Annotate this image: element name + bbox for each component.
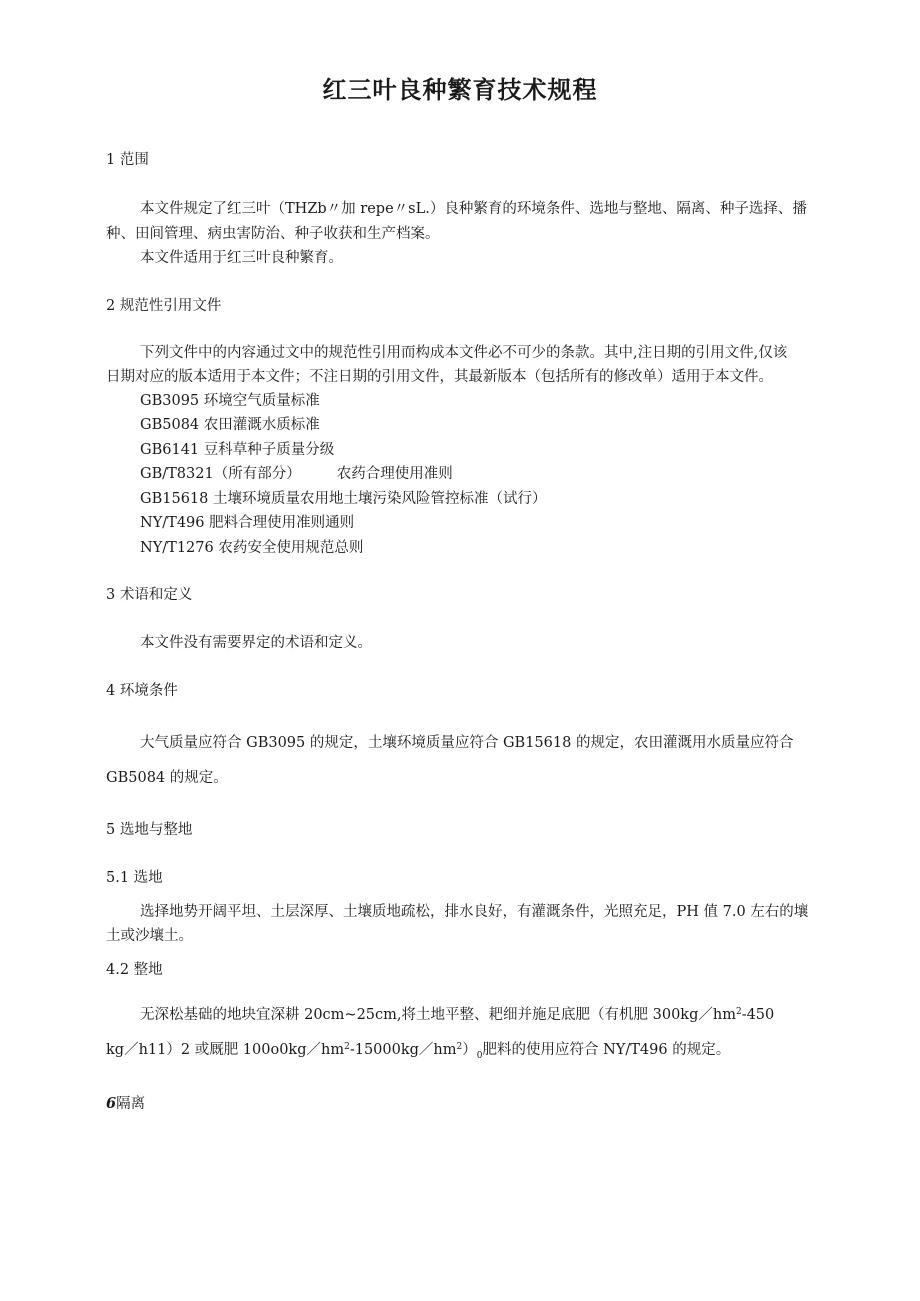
text-run: -15000kg／hm (349, 1042, 457, 1058)
subscript: 0 (476, 1051, 483, 1061)
reference-item: NY/T1276 农药安全使用规范总则 (140, 540, 364, 556)
reference-item: GB15618 土壤环境质量农用地土壤污染风险管控标准（试行） (140, 491, 547, 507)
section-3-heading: 3 术语和定义 (106, 587, 193, 603)
subsection-5-1-paragraph-line-2: 土或沙壤土。 (106, 928, 193, 944)
section-4-heading: 4 环境条件 (106, 683, 178, 699)
subsection-4-2-paragraph-line-2 (106, 1037, 730, 1066)
subsection-5-1-heading: 5.1 选地 (106, 870, 163, 886)
text-run: ） (462, 1042, 477, 1058)
subsection-4-2-paragraph-line-1 (140, 1002, 774, 1025)
subsection-5-1-paragraph-line-1: 选择地势开阔平坦、土层深厚、土壤质地疏松，排水良好，有灌溉条件，光照充足，PH 值 7.0 左右的壤 (140, 904, 809, 920)
reference-title: 农药合理使用准则 (336, 466, 453, 482)
section-4-paragraph-line-1: 大气质量应符合 GB3095 的规定，土壤环境质量应符合 GB15618 的规定，农田灌溉用水质量应符合 (140, 735, 794, 751)
text-run: kg／h11）2 或厩肥 100o0kg／hm (106, 1042, 345, 1058)
reference-code: GB/T8321（所有部分） (140, 466, 301, 482)
section-2-paragraph-line-1: 下列文件中的内容通过文中的规范性引用而构成本文件必不可少的条款。其中,注日期的引用文件,仅该 (140, 345, 788, 361)
subsection-4-2-heading: 4.2 整地 (106, 962, 163, 978)
section-6-number: 6 (106, 1095, 117, 1112)
section-1-paragraph-2: 本文件适用于红三叶良种繁育。 (140, 250, 343, 266)
section-1-paragraph-line-2: 种、田间管理、病虫害防治、种子收获和生产档案。 (106, 226, 440, 242)
reference-item: GB3095 环境空气质量标准 (140, 393, 320, 409)
reference-item-gbt8321 (140, 464, 453, 484)
section-6-title: 隔离 (116, 1096, 146, 1112)
section-2-heading: 2 规范性引用文件 (106, 298, 222, 314)
section-5-heading: 5 选地与整地 (106, 822, 193, 838)
superscript: 2 (456, 1042, 463, 1052)
text-run: -450 (741, 1007, 775, 1023)
reference-item: GB6141 豆科草种子质量分级 (140, 442, 335, 458)
superscript: 2 (735, 1007, 742, 1017)
section-2-paragraph-line-2: 日期对应的版本适用于本文件；不注日期的引用文件，其最新版本（包括所有的修改单）适用于本文件。 (106, 369, 773, 385)
section-6-heading (106, 1094, 145, 1114)
document-title: 红三叶良种繁育技术规程 (322, 76, 598, 104)
superscript: 2 (344, 1042, 350, 1052)
reference-item: NY/T496 肥料合理使用准则通则 (140, 515, 355, 531)
section-4-paragraph-line-2: GB5084 的规定。 (106, 770, 228, 786)
section-1-heading: 1 范围 (106, 152, 149, 168)
section-3-paragraph: 本文件没有需要界定的术语和定义。 (140, 635, 372, 651)
reference-item: GB5084 农田灌溉水质标准 (140, 417, 320, 433)
section-1-paragraph-line-1: 本文件规定了红三叶（THZb〃加 repe〃sL.）良种繁育的环境条件、选地与整地、隔离、种子选择、播 (140, 201, 807, 217)
text-run: 无深松基础的地块宜深耕 20cm~25cm,将土地平整、耙细并施足底肥（有机肥 300kg／hm (140, 1007, 736, 1023)
text-run: 肥料的使用应符合 NY/T496 的规定。 (482, 1042, 731, 1058)
